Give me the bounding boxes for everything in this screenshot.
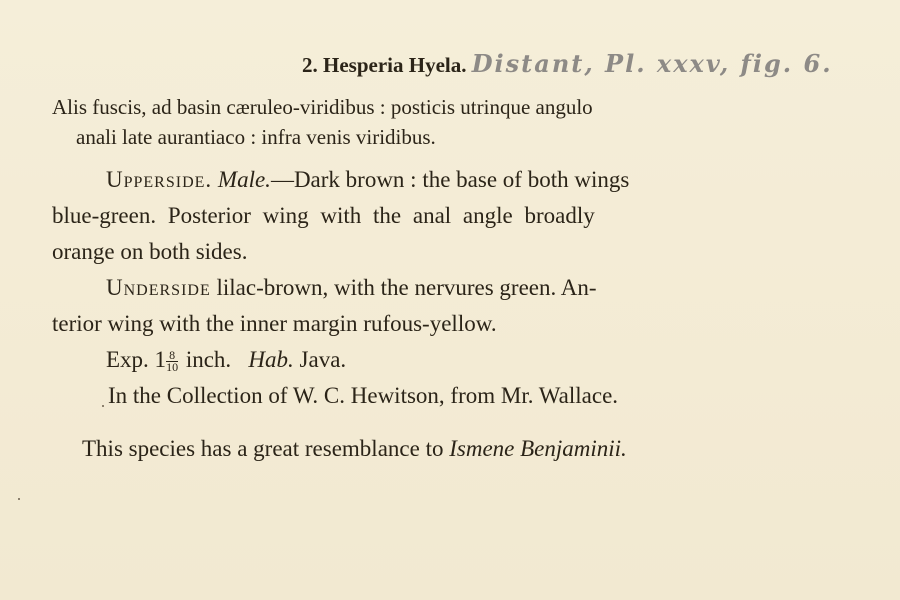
remark-species: Ismene Benjaminii. bbox=[449, 436, 627, 461]
remark-line bbox=[82, 435, 627, 463]
species-title: Hesperia Hyela. bbox=[323, 53, 467, 77]
underside-text-1: lilac-brown, with the nervures green. An- bbox=[210, 275, 597, 300]
fraction-numerator: 8 bbox=[166, 350, 178, 362]
expanse-unit: inch. bbox=[185, 347, 232, 372]
fraction-denominator: 10 bbox=[166, 360, 179, 375]
collection-line: In the Collection of W. C. Hewitson, from Mr. Wallace. bbox=[108, 383, 619, 408]
species-number: 2. bbox=[302, 53, 318, 77]
upperside-line-1 bbox=[106, 166, 629, 194]
habitat-value: Java. bbox=[299, 347, 347, 372]
remark-text: This species has a great resemblance to bbox=[82, 436, 450, 461]
expanse-prefix: Exp. 1 bbox=[106, 347, 167, 372]
habitat-label: Hab. bbox=[248, 347, 294, 372]
upperside-sex: Male. bbox=[217, 167, 271, 192]
latin-diagnosis-line-1: Alis fuscis, ad basin cæruleo-viridibus : posticis utrinque angulo bbox=[52, 95, 593, 119]
expanse-fraction bbox=[166, 350, 178, 373]
underside-line-1 bbox=[106, 274, 597, 302]
underside-line-2: terior wing with the inner margin rufous-yellow. bbox=[52, 311, 497, 336]
ink-speck bbox=[18, 498, 20, 500]
upperside-line-3: orange on both sides. bbox=[52, 239, 248, 264]
upperside-line-2: blue-green. Posterior wing with the anal angle broadly bbox=[52, 203, 595, 228]
species-heading bbox=[302, 50, 833, 79]
ink-speck bbox=[102, 405, 104, 407]
underside-label: Underside bbox=[106, 275, 211, 300]
upperside-label: Upperside. bbox=[106, 167, 213, 192]
expanse-line bbox=[106, 346, 346, 374]
latin-diagnosis-line-2: anali late aurantiaco : infra venis viridibus. bbox=[76, 125, 436, 149]
upperside-text-1: —Dark brown : the base of both wings bbox=[270, 167, 630, 192]
handwritten-annotation: Distant, Pl. xxxv, fig. 6. bbox=[471, 49, 833, 78]
